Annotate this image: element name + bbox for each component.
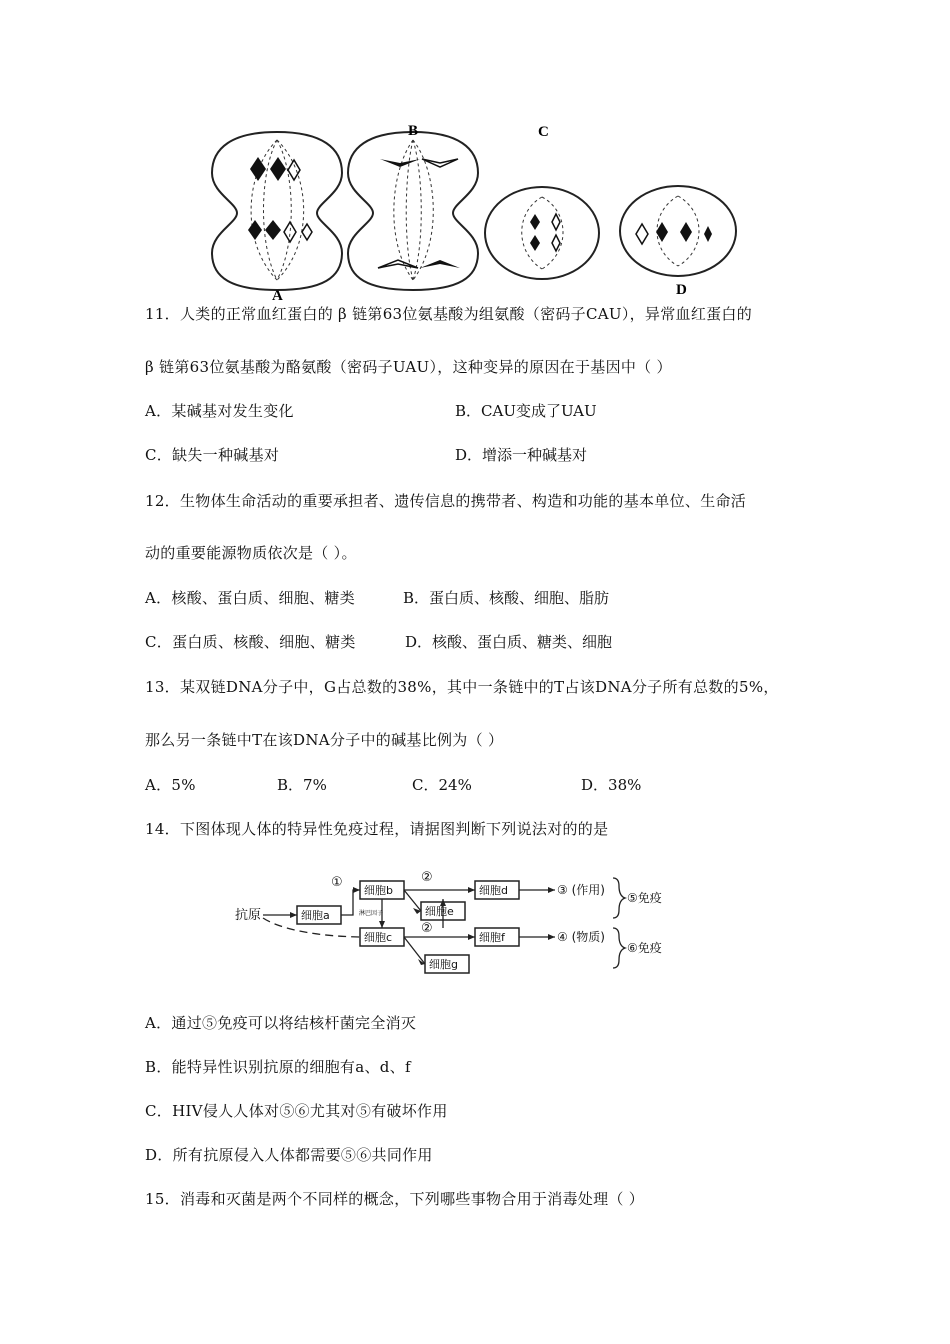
cell-b-label: 细胞b: [364, 884, 393, 897]
lymphokine-label: 淋巴因子: [359, 910, 384, 917]
cell-division-figure: [200, 112, 760, 302]
q15-stem: 15．消毒和灭菌是两个不同样的概念，下列哪些事物合用于消毒处理（ ）: [145, 1190, 645, 1208]
immunity-6-label: ⑥免疫: [627, 941, 662, 955]
q12-stem-line2: 动的重要能源物质依次是（ ）。: [145, 544, 357, 562]
figure-label-c: C: [538, 124, 549, 140]
step-1-label: ①: [331, 875, 343, 890]
q11-stem-line2: β 链第63位氨基酸为酪氨酸（密码子UAU），这种变异的原因在于基因中（ ）: [145, 358, 672, 376]
q13-option-a: A．5%: [145, 776, 196, 794]
cell-d-label: 细胞d: [479, 884, 508, 897]
q11-option-a: A．某碱基对发生变化: [145, 402, 294, 420]
q13-option-d: D．38%: [581, 776, 642, 794]
step-2-top-label: ②: [421, 870, 433, 885]
cell-a-label: 细胞a: [301, 909, 330, 922]
q14-option-c: C．HIV侵人人体对⑤⑥尤其对⑤有破坏作用: [145, 1102, 448, 1120]
q12-stem-line1: 12．生物体生命活动的重要承担者、遗传信息的携带者、构造和功能的基本单位、生命活: [145, 492, 747, 510]
step-2-bottom-label: ②: [421, 921, 433, 936]
figure-label-a: A: [272, 288, 283, 302]
q12-option-d: D．核酸、蛋白质、糖类、细胞: [405, 633, 613, 651]
q14-option-b: B．能特异性识别抗原的细胞有a、d、f: [145, 1058, 411, 1076]
q14-stem: 14．下图体现人体的特异性免疫过程，请据图判断下列说法对的的是: [145, 820, 609, 838]
q11-option-d: D．增添一种碱基对: [455, 446, 588, 464]
figure-label-d: D: [676, 282, 687, 298]
q12-option-a: A．核酸、蛋白质、细胞、糖类: [145, 589, 356, 607]
q13-option-b: B．7%: [277, 776, 327, 794]
q13-option-c: C．24%: [412, 776, 472, 794]
q13-stem-line2: 那么另一条链中T在该DNA分子中的碱基比例为（ ）: [145, 731, 504, 749]
cell-f-label: 细胞f: [479, 931, 505, 944]
q14-option-a: A．通过⑤免疫可以将结核杆菌完全消灭: [145, 1014, 417, 1032]
cell-g-label: 细胞g: [429, 958, 458, 971]
q14-option-d: D．所有抗原侵入人体都需要⑤⑥共同作用: [145, 1146, 433, 1164]
q12-option-c: C．蛋白质、核酸、细胞、糖类: [145, 633, 356, 651]
q11-option-b: B．CAU变成了UAU: [455, 402, 597, 420]
antigen-label: 抗原: [235, 908, 262, 923]
q11-option-c: C．缺失一种碱基对: [145, 446, 280, 464]
q12-option-b: B．蛋白质、核酸、细胞、脂肪: [403, 589, 610, 607]
immune-process-diagram: [235, 866, 695, 986]
output-4-label: ④ (物质): [557, 930, 605, 944]
cell-c-outline: [485, 187, 599, 279]
cell-e-label: 细胞e: [425, 905, 454, 918]
output-3-label: ③ (作用): [557, 883, 605, 897]
q11-stem-line1: 11．人类的正常血红蛋白的 β 链第63位氨基酸为组氨酸（密码子CAU），异常血红蛋白的: [145, 305, 753, 323]
immunity-5-label: ⑤免疫: [627, 891, 662, 905]
cell-c-label: 细胞c: [364, 931, 393, 944]
figure-label-b: B: [408, 123, 419, 139]
q13-stem-line1: 13．某双链DNA分子中，G占总数的38%，其中一条链中的T占该DNA分子所有总数的5%，: [145, 678, 779, 696]
cell-a-outline: [212, 132, 342, 290]
